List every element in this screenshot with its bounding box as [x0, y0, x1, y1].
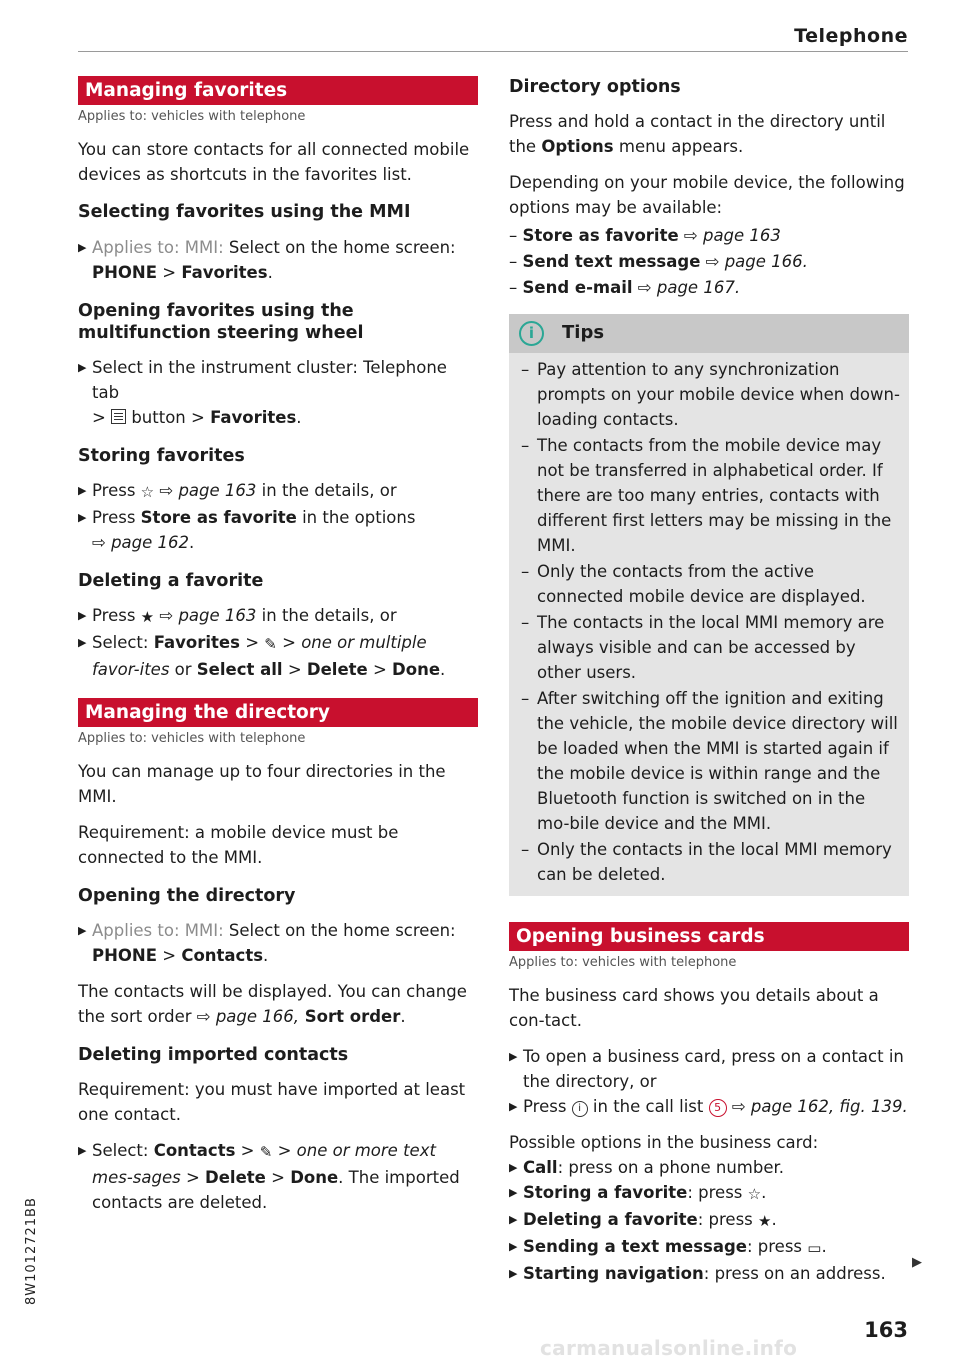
instruction-item: ▶ Select: Favorites > ✎ > one or multiple favor-ites or Select all > Delete > Done.	[78, 630, 478, 682]
tip-item: – Pay attention to any synchronization prompts on your mobile device when down-loading contacts.	[521, 360, 900, 429]
instruction-item: ▶ Applies to: MMI: Select on the home screen: PHONE > Contacts.	[78, 918, 478, 968]
applies-note: Applies to: vehicles with telephone	[78, 731, 306, 746]
option-item: – Send e-mail ⇨ page 167.	[509, 278, 741, 297]
bullet-triangle-icon: ▶	[78, 636, 87, 649]
instruction-item: ▶ To open a business card, press on a contact in the directory, or	[509, 1044, 909, 1094]
tips-header	[509, 314, 909, 353]
star-filled-icon: ★	[140, 608, 155, 626]
tips-label: Tips	[562, 322, 605, 343]
bullet-triangle-icon: ▶	[78, 609, 87, 622]
message-icon: ▭	[807, 1239, 822, 1257]
star-filled-icon: ★	[758, 1212, 772, 1230]
options-list	[509, 223, 909, 300]
bullet-triangle-icon: ▶	[509, 1267, 518, 1280]
edit-list-icon: ✎	[259, 1143, 273, 1161]
bullet-triangle-icon: ▶	[509, 1050, 518, 1063]
section-heading-business-cards: Opening business cards	[509, 922, 909, 951]
tips-list	[509, 353, 909, 887]
list-button-icon	[111, 409, 126, 424]
tip-item: – After switching off the ignition and exiting the vehicle, the mobile device directory will be loaded when the MMI is started again if the mobile device is within range and the Bluetooth function is switched on in the mo-bile device and the MMI.	[521, 689, 898, 833]
business-option-item: ▶ Starting navigation: press on an address.	[509, 1261, 909, 1286]
business-card-intro: The business card shows you details about a con-tact.	[509, 986, 879, 1030]
business-option-item: ▶ Deleting a favorite: press ★.	[509, 1207, 909, 1234]
tips-box	[509, 314, 909, 896]
callout-number: 5	[709, 1099, 727, 1117]
subheading-opening-favorites: Opening favorites using the multifunction steering wheel	[78, 301, 364, 343]
page-number: 163	[864, 1318, 908, 1342]
subheading-storing-favorites: Storing favorites	[78, 446, 245, 466]
continue-arrow-icon: ▶	[912, 1255, 922, 1270]
instruction-item: ▶ Press i in the call list 5 ⇨ page 162, fig. 139.	[509, 1094, 909, 1119]
star-outline-icon: ☆	[140, 483, 155, 501]
business-option-item: ▶ Storing a favorite: press ☆.	[509, 1180, 909, 1207]
star-outline-icon: ☆	[747, 1185, 762, 1203]
business-card-options-intro: Possible options in the business card:	[509, 1133, 819, 1152]
tip-item: – Only the contacts from the active connected mobile device are displayed.	[521, 562, 866, 606]
applies-note: Applies to: vehicles with telephone	[509, 955, 737, 970]
subheading-deleting-imported: Deleting imported contacts	[78, 1045, 349, 1065]
subheading-deleting-favorite: Deleting a favorite	[78, 571, 264, 591]
bullet-triangle-icon: ▶	[78, 511, 87, 524]
instruction-item: ▶ Select: Contacts > ✎ > one or more text mes-sages > Delete > Done. The imported contacts are deleted.	[78, 1138, 478, 1215]
instruction-item: ▶ Applies to: MMI: Select on the home screen: PHONE > Favorites.	[78, 235, 478, 285]
info-icon: i	[572, 1101, 588, 1117]
tip-item: – Only the contacts in the local MMI memory can be deleted.	[521, 840, 892, 884]
bullet-triangle-icon: ▶	[509, 1213, 518, 1226]
section-heading-managing-directory: Managing the directory	[78, 698, 478, 727]
directory-requirement: Requirement: a mobile device must be connected to the MMI.	[78, 823, 399, 867]
applies-note: Applies to: vehicles with telephone	[78, 109, 306, 124]
bullet-triangle-icon: ▶	[509, 1161, 518, 1174]
tip-item: – The contacts from the mobile device may not be transferred in alphabetical order. If there are too many entries, contacts with different first letters may be missing in the MMI.	[521, 436, 892, 555]
business-option-item: ▶ Sending a text message: press ▭.	[509, 1234, 909, 1261]
subheading-selecting-favorites: Selecting favorites using the MMI	[78, 202, 411, 222]
tip-item: – The contacts in the local MMI memory are always visible and can be accessed by other users.	[521, 613, 885, 682]
bullet-triangle-icon: ▶	[78, 241, 87, 254]
section-heading-managing-favorites: Managing favorites	[78, 76, 478, 105]
contacts-display-text: The contacts will be displayed. You can change the sort order ⇨ page 166, Sort order.	[78, 982, 467, 1026]
option-item: – Send text message ⇨ page 166.	[509, 252, 808, 271]
bullet-triangle-icon: ▶	[509, 1186, 518, 1199]
instruction-item: ▶ Select in the instrument cluster: Telephone tab > button > Favorites.	[78, 355, 478, 430]
directory-options-text: Press and hold a contact in the directory until the Options menu appears.	[509, 112, 886, 156]
bullet-triangle-icon: ▶	[509, 1240, 518, 1253]
subheading-opening-directory: Opening the directory	[78, 886, 296, 906]
bullet-triangle-icon: ▶	[78, 484, 87, 497]
bullet-triangle-icon: ▶	[509, 1100, 518, 1113]
deleting-requirement: Requirement: you must have imported at least one contact.	[78, 1080, 466, 1124]
bullet-triangle-icon: ▶	[78, 361, 87, 374]
edit-list-icon: ✎	[264, 635, 277, 653]
favorites-intro: You can store contacts for all connected mobile devices as shortcuts in the favorites list.	[78, 140, 470, 184]
instruction-item: ▶ Press ★ ⇨ page 163 in the details, or	[78, 603, 478, 630]
directory-intro: You can manage up to four directories in the MMI.	[78, 762, 446, 806]
header-rule	[78, 51, 908, 52]
bullet-triangle-icon: ▶	[78, 1144, 87, 1157]
watermark: carmanualsonline.info	[540, 1336, 798, 1360]
page-header-title: Telephone	[794, 25, 908, 47]
business-option-item: ▶ Call: press on a phone number.	[509, 1155, 909, 1180]
options-availability-text: Depending on your mobile device, the following options may be available:	[509, 173, 905, 217]
option-item: – Store as favorite ⇨ page 163	[509, 226, 781, 245]
subheading-directory-options: Directory options	[509, 77, 681, 97]
left-column	[78, 76, 478, 1215]
document-code: 8W1012721BB	[24, 1197, 39, 1305]
info-icon: i	[519, 321, 544, 346]
bullet-triangle-icon: ▶	[78, 924, 87, 937]
instruction-item: ▶ Press ☆ ⇨ page 163 in the details, or	[78, 478, 478, 505]
right-column	[509, 76, 909, 1286]
instruction-item: ▶ Press Store as favorite in the options ⇨ page 162.	[78, 505, 478, 555]
